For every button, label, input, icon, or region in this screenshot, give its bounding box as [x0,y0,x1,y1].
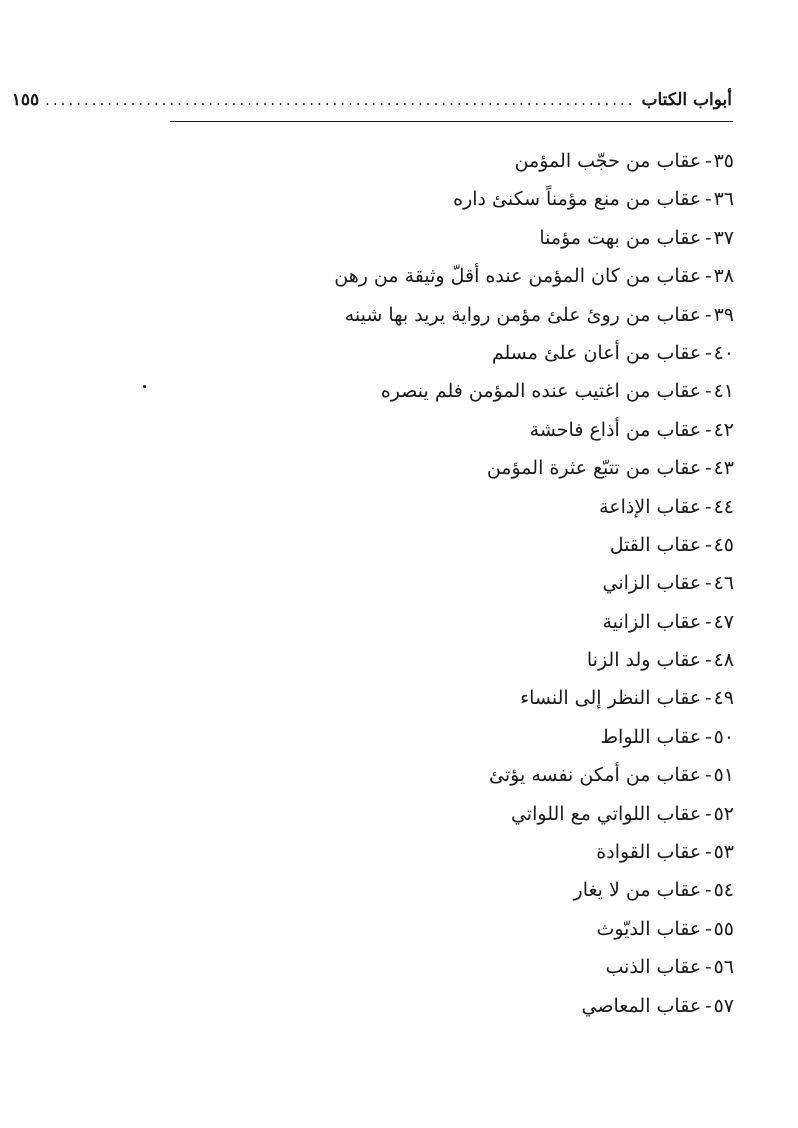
toc-entry-number: ٥٣ [713,841,734,864]
toc-entry [274,180,734,218]
toc-entry-dash: - [705,380,712,403]
toc-entry-dash: - [705,495,712,518]
toc-entry [274,564,734,602]
toc-entry-title: عقاب الديّوث [596,917,702,940]
toc-entry-number: ٤٣ [713,457,734,480]
toc-entry-dash: - [705,956,712,979]
toc-entry-number: ٤٧ [713,610,734,633]
toc-entry-number: ٣٩ [713,303,734,326]
toc-entry-title: عقاب من تتبّع عثرة المؤمن [486,457,702,480]
toc-entry-number: ٣٧ [713,226,734,249]
dot-leader: ............................................................................ [45,91,636,109]
toc-entry [274,296,734,334]
toc-entry-title: عقاب من لا يغار [573,879,702,902]
toc-entry-dash: - [705,303,712,326]
toc-entry [274,833,734,871]
toc-entry-title: عقاب الزانية [602,610,702,633]
toc-entry-title: عقاب النظر إلى النساء [520,687,702,710]
toc-entry-title: عقاب من روئ علئ مؤمن رواية يريد بها شينه [344,303,702,326]
toc-entry-number: ٥٧ [713,994,734,1017]
toc-entry-number: ٤٨ [713,649,734,672]
running-header-title: أبواب الكتاب [641,90,732,110]
toc-entry [274,449,734,487]
toc-entry-number: ٤٩ [713,687,734,710]
toc-entry [274,756,734,794]
toc-entry-number: ٥١ [713,764,734,787]
toc-entry [274,603,734,641]
toc-entry [274,987,734,1025]
toc-entry-title: عقاب ولد الزنا [586,649,702,672]
toc-entry-dash: - [705,994,712,1017]
running-header [11,90,732,116]
toc-entry-dash: - [705,265,712,288]
toc-entry [274,718,734,756]
table-of-contents [274,142,734,1025]
toc-entry-title: عقاب من أذاع فاحشة [529,418,702,441]
toc-entry [274,372,734,410]
toc-entry-title: عقاب من كان المؤمن عنده أقلّ وثيقة من رهن [334,265,702,288]
ink-speck [143,385,146,388]
toc-entry [274,871,734,909]
toc-entry [274,488,734,526]
toc-entry-number: ٥٠ [713,725,734,748]
toc-entry [274,526,734,564]
toc-entry-dash: - [705,226,712,249]
toc-entry-title: عقاب من أمكن نفسه يؤتئ [489,764,702,787]
toc-entry-dash: - [705,150,712,172]
toc-entry-number: ٤٢ [713,418,734,441]
toc-entry-dash: - [705,457,712,480]
toc-entry-title: عقاب الزاني [602,572,702,595]
toc-entry-dash: - [705,879,712,902]
toc-entry-dash: - [705,725,712,748]
toc-entry-dash: - [705,764,712,787]
toc-entry-dash: - [705,572,712,595]
toc-entry-number: ٣٥ [713,150,734,172]
toc-entry-dash: - [705,649,712,672]
toc-entry-number: ٥٥ [713,917,734,940]
toc-entry-dash: - [705,802,712,825]
toc-entry-number: ٣٨ [713,265,734,288]
toc-entry-title: عقاب من حجّب المؤمن [514,150,702,172]
toc-entry-number: ٤١ [713,380,734,403]
header-rule [170,121,733,122]
toc-entry [274,795,734,833]
toc-entry-dash: - [705,917,712,940]
toc-entry-number: ٥٦ [713,956,734,979]
toc-entry-number: ٣٦ [713,188,734,211]
toc-entry-number: ٤٦ [713,572,734,595]
toc-entry-number: ٥٢ [713,802,734,825]
toc-entry-title: عقاب القتل [609,533,702,556]
toc-entry [274,679,734,717]
toc-entry-title: عقاب من اغتيب عنده المؤمن فلم ينصره [380,380,702,403]
toc-entry [274,334,734,372]
toc-entry-number: ٤٠ [713,341,734,364]
toc-entry-title: عقاب المعاصي [581,994,702,1017]
toc-entry-title: عقاب القوادة [596,841,702,864]
toc-entry-dash: - [705,841,712,864]
toc-entry-title: عقاب من منع مؤمناً سكنئ داره [453,188,702,211]
toc-entry-title: عقاب اللواط [600,725,702,748]
toc-entry-dash: - [705,341,712,364]
toc-entry-dash: - [705,418,712,441]
toc-entry-title: عقاب الإذاعة [599,495,702,518]
toc-entry-dash: - [705,188,712,211]
toc-entry [274,910,734,948]
page-number: ١٥٥ [11,90,40,110]
toc-entry [274,142,734,180]
toc-entry-title: عقاب اللواتي مع اللواتي [510,802,702,825]
toc-entry [274,219,734,257]
toc-entry-number: ٤٥ [713,533,734,556]
toc-entry-title: عقاب الذنب [605,956,702,979]
toc-entry [274,257,734,295]
toc-entry [274,948,734,986]
toc-entry-title: عقاب من بهت مؤمنا [539,226,702,249]
toc-entry-dash: - [705,687,712,710]
toc-entry-number: ٥٤ [713,879,734,902]
toc-entry-dash: - [705,610,712,633]
toc-entry [274,641,734,679]
toc-entry-title: عقاب من أعان علئ مسلم [491,341,702,364]
toc-entry-dash: - [705,533,712,556]
toc-entry-number: ٤٤ [713,495,734,518]
toc-entry [274,411,734,449]
